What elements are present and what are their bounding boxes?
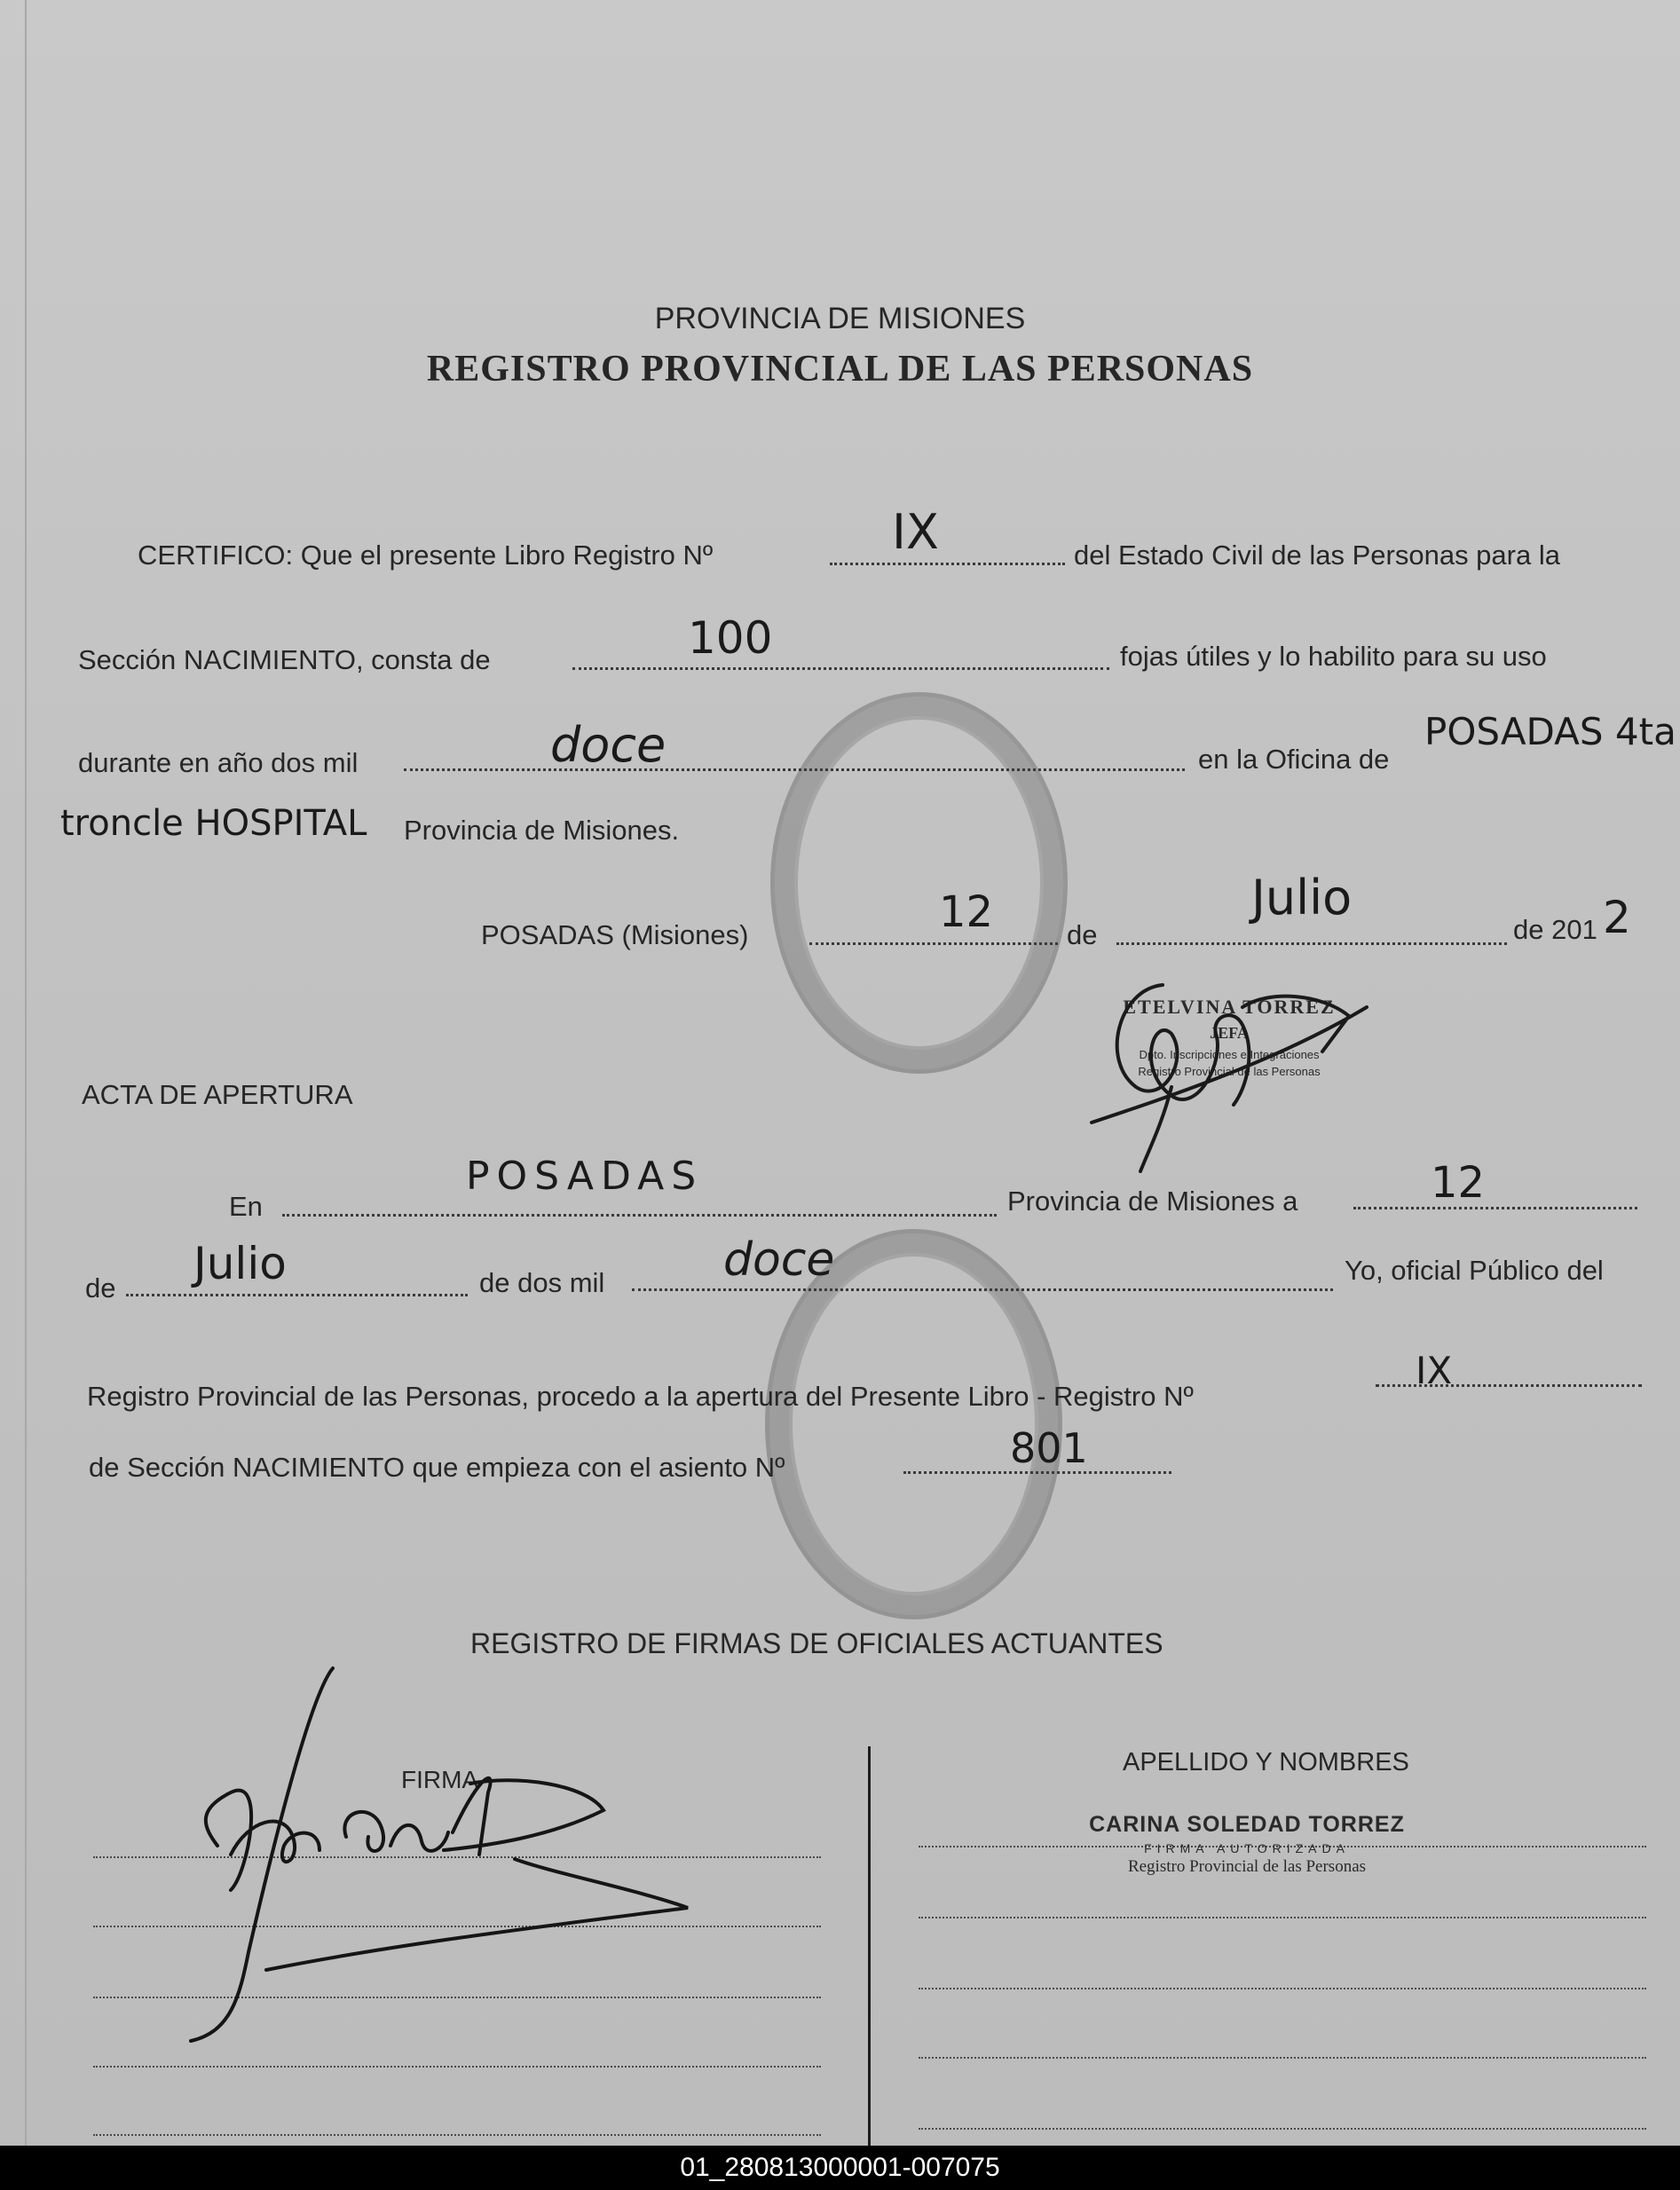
acta-book-handwritten: IX <box>1416 1349 1453 1392</box>
acta-month-handwritten: Julio <box>193 1238 287 1289</box>
acta-year-label: de dos mil <box>479 1267 605 1298</box>
officer-signature <box>177 1659 710 2050</box>
acta-month-dots <box>126 1294 468 1296</box>
column-divider <box>868 1746 871 2146</box>
firma-line-5 <box>93 2134 821 2136</box>
cert-book-dots <box>830 563 1065 565</box>
cert-line1-prefix: CERTIFICO: Que el presente Libro Registro Nº <box>138 540 714 571</box>
acta-de-label: de <box>85 1272 116 1304</box>
cert-year-label: de 201 <box>1513 914 1597 945</box>
upper-seal-stamp <box>770 692 1068 1074</box>
image-id-footer: 01_280813000001-007075 <box>0 2146 1680 2190</box>
registry-heading: REGISTRO PROVINCIAL DE LAS PERSONAS <box>426 349 1254 390</box>
cert-line1-suffix: del Estado Civil de las Personas para la <box>1074 540 1560 571</box>
official-stamp-registry: Registro Provincial de las Personas <box>1138 1065 1321 1078</box>
cert-day-handwritten: 12 <box>939 887 994 937</box>
cert-line2-prefix: Sección NACIMIENTO, consta de <box>78 644 491 675</box>
cert-pages-dots <box>572 667 1109 670</box>
cert-pages-handwritten: 100 <box>688 612 773 664</box>
names-label: APELLIDO Y NOMBRES <box>1123 1748 1409 1776</box>
acta-line3: Registro Provincial de las Personas, procedo a la apertura del Presente Libro - Registro Nº <box>87 1381 1194 1412</box>
cert-year-handwritten: doce <box>550 717 666 773</box>
acta-day-dots <box>1353 1207 1637 1209</box>
name-line-2 <box>919 1917 1646 1918</box>
cert-line3-suffix: en la Oficina de <box>1198 744 1390 775</box>
name-line-5 <box>919 2128 1646 2130</box>
cert-month-dots <box>1116 942 1507 945</box>
province-heading: PROVINCIA DE MISIONES <box>654 302 1026 335</box>
cert-year-dots <box>404 768 1185 771</box>
cert-day-dots <box>809 942 1058 945</box>
cert-book-number: IX <box>892 504 939 560</box>
acta-title: ACTA DE APERTURA <box>82 1079 353 1110</box>
acta-year-handwritten: doce <box>723 1233 835 1287</box>
name-line-4 <box>919 2057 1646 2059</box>
firma-label: FIRMA <box>401 1766 479 1793</box>
cert-line2-suffix: fojas útiles y lo habilito para su uso <box>1120 641 1547 672</box>
firma-line-4 <box>93 2066 821 2068</box>
acta-province-label: Provincia de Misiones a <box>1007 1186 1298 1217</box>
cert-line3-prefix: durante en año dos mil <box>78 747 359 778</box>
acta-entry-handwritten: 801 <box>1010 1424 1088 1472</box>
acta-line4: de Sección NACIMIENTO que empieza con el asiento Nº <box>89 1452 785 1483</box>
acta-day-handwritten: 12 <box>1431 1158 1486 1208</box>
officer-name: CARINA SOLEDAD TORREZ <box>1089 1812 1405 1837</box>
acta-place-dots <box>282 1214 997 1217</box>
cert-office-handwritten: POSADAS 4ta <box>1424 710 1676 753</box>
official-stamp-dept: Dpto. Inscripciones e Integraciones <box>1139 1048 1320 1061</box>
official-stamp-name: ETELVINA TORREZ <box>1123 996 1336 1018</box>
officer-role: FIRMA AUTORIZADA <box>1144 1841 1350 1855</box>
cert-place-label: POSADAS (Misiones) <box>481 919 749 950</box>
cert-line4-suffix: Provincia de Misiones. <box>404 815 680 846</box>
official-signature <box>1065 954 1384 1185</box>
officer-registry: Registro Provincial de las Personas <box>1127 1857 1367 1876</box>
acta-place-handwritten: POSADAS <box>466 1154 704 1199</box>
cert-de-label: de <box>1067 919 1098 950</box>
official-stamp-title: JEFA <box>1210 1024 1249 1042</box>
officer-name-stamp <box>1061 1812 1433 1877</box>
name-line-3 <box>919 1988 1646 1989</box>
acta-en-label: En <box>229 1191 263 1222</box>
signatures-title: REGISTRO DE FIRMAS DE OFICIALES ACTUANTES <box>470 1627 1163 1659</box>
acta-year-dots <box>632 1288 1333 1291</box>
cert-office-continuation: troncle HOSPITAL <box>60 803 367 844</box>
cert-year-digit: 2 <box>1603 892 1631 943</box>
cert-month-handwritten: Julio <box>1251 870 1353 926</box>
acta-official-label: Yo, oficial Público del <box>1345 1255 1604 1286</box>
